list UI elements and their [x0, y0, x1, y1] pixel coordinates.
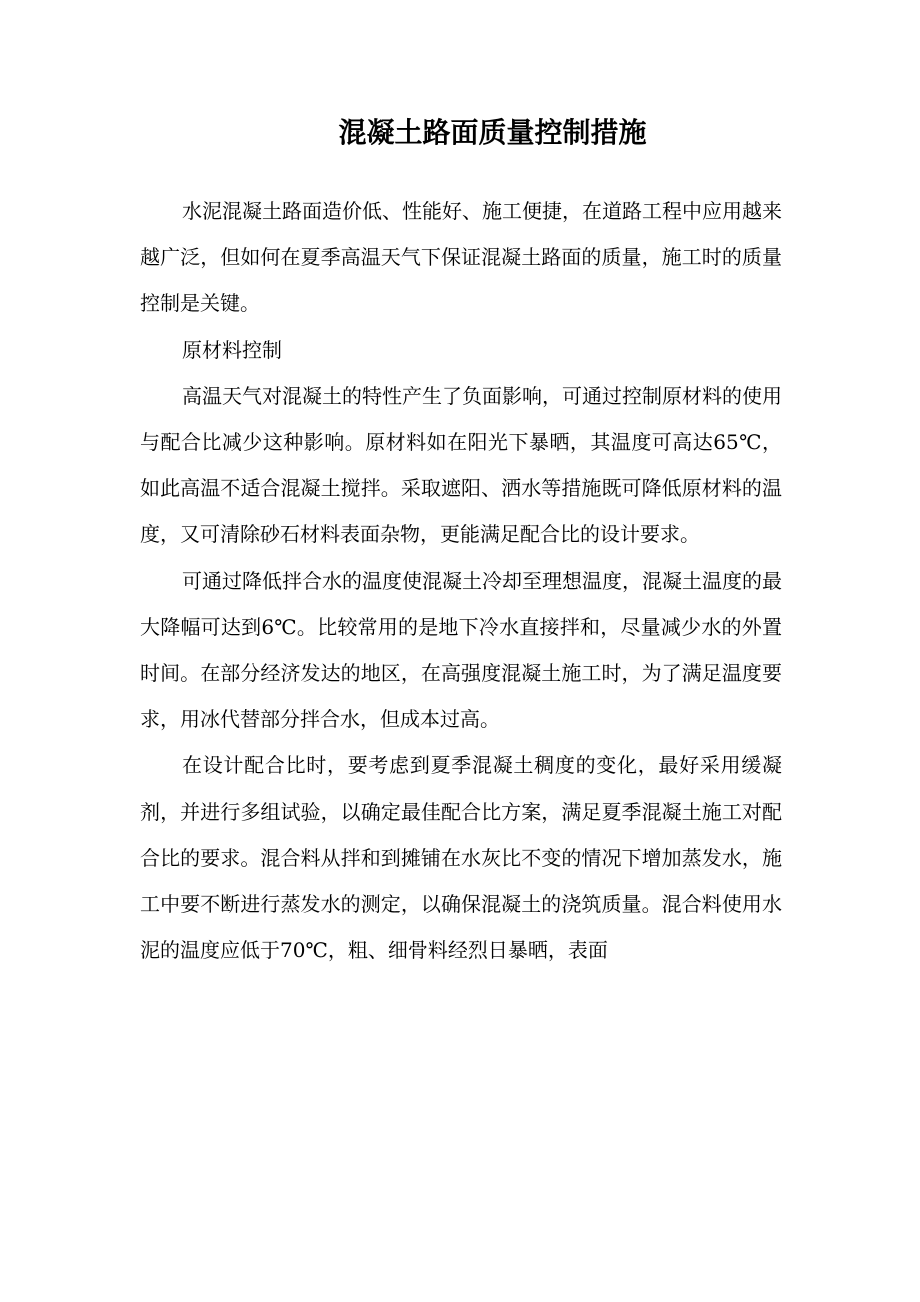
paragraph-intro: 水泥混凝土路面造价低、性能好、施工便捷，在道路工程中应用越来越广泛，但如何在夏季高温天气下保证混凝土路面的质量，施工时的质量控制是关键。: [140, 199, 782, 316]
section-heading-raw-materials: 原材料控制: [182, 337, 282, 362]
paragraph-mix-design: 在设计配合比时，要考虑到夏季混凝土稠度的变化，最好采用缓凝剂，并进行多组试验，以确定最佳配合比方案，满足夏季混凝土施工对配合比的要求。混合料从拌和到摊铺在水灰比不变的情况下增加蒸发水，施工中要不断进行蒸发水的测定，以确保混凝土的浇筑质量。混合料使用水泥的温度应低于70℃，粗、细骨料经烈日暴晒，表面: [140, 753, 782, 963]
document-title: 混凝土路面质量控制措施: [338, 116, 647, 149]
paragraph-raw-materials: 高温天气对混凝土的特性产生了负面影响，可通过控制原材料的使用与配合比减少这种影响。原材料如在阳光下暴晒，其温度可高达65℃，如此高温不适合混凝土搅拌。采取遮阳、洒水等措施既可降低原材料的温度，又可清除砂石材料表面杂物，更能满足配合比的设计要求。: [140, 383, 782, 547]
document-body: [140, 188, 782, 973]
paragraph-mixing-water: 可通过降低拌合水的温度使混凝土冷却至理想温度，混凝土温度的最大降幅可达到6℃。比较常用的是地下冷水直接拌和，尽量减少水的外置时间。在部分经济发达的地区，在高强度混凝土施工时，为了满足温度要求，用冰代替部分拌合水，但成本过高。: [140, 568, 782, 732]
